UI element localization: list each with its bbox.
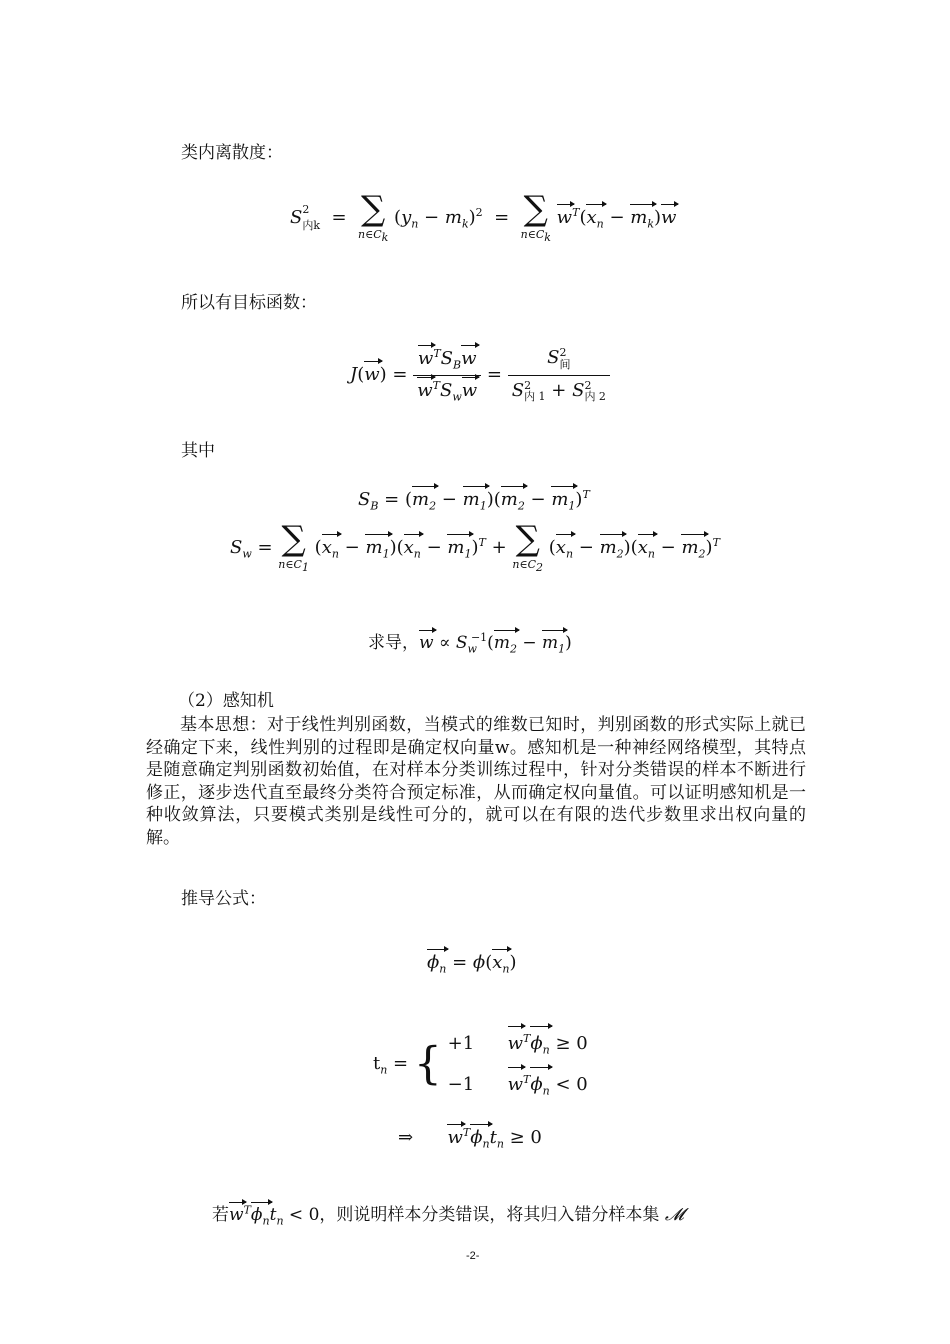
final-sentence: 若$w^T\phi_nt_n < 0$，则说明样本分类错误，将其归入错分样本集 𝓜 (212, 1203, 684, 1228)
equation-derivative: 求导，$w \propto S_w^{-1}(m_2 - m_1)$ (368, 631, 572, 656)
label-derive-formula: 推导公式： (181, 889, 266, 909)
equation-sw: $S_w$ = ∑ $n\in C_1$ $(x_n - m_1)(x_n - m_1)^T$ + ∑ $n\in C_2$ $(x_n - m_2)(x_n - m_2)^T$ (230, 519, 720, 575)
equation-tn-cases: $t_n$ = { +1 $w^T\phi_n \ge 0$ −1 $w^T\phi_n < 0$ (373, 1024, 588, 1105)
equation-implies: ⇒ $w^T\phi_nt_n \ge 0$ (398, 1126, 542, 1151)
page-number: -2- (466, 1250, 480, 1262)
label-where: 其中 (181, 441, 215, 461)
equation-phi: $\phi_n = \phi(x_n)$ (427, 952, 517, 976)
section-heading: （2）感知机 (178, 691, 274, 711)
label-objective: 所以有目标函数： (181, 293, 317, 313)
equation-sb: $S_B = (m_2 - m_1)(m_2 - m_1)^T$ (358, 488, 590, 513)
paragraph-perceptron: 基本思想：对于线性判别函数，当模式的维数已知时，判别函数的形式实际上就已经确定下来，线性判别的过程即是确定权向量w。感知机是一种神经网络模型，其特点是随意确定判别函数初始值，在对样本分类训练过程中，针对分类错误的样本不断进行修正，逐步迭代直至最终分类符合预定标准，从而确定权向量值。可以证明感知机是一种收敛算法，只要模式类别是线性可分的，就可以在有限的迭代步数里求出权向量的解。 (146, 715, 806, 848)
label-intra-class: 类内离散度： (181, 143, 283, 163)
equation-objective: J(w) = $\frac{w^TS_Bw}{w^TS_ww}$ = $\frac{S^2_间}{S^2_{内 1} + S^2_{内 2}}$ (350, 346, 610, 404)
equation-intra-scatter: $S^2_{内k}$ = ∑ $n\in C_k$ $(y_n - m_k)^2$ = ∑ $n\in C_k$ $w^T(x_n - m_k)w$ (290, 189, 677, 245)
